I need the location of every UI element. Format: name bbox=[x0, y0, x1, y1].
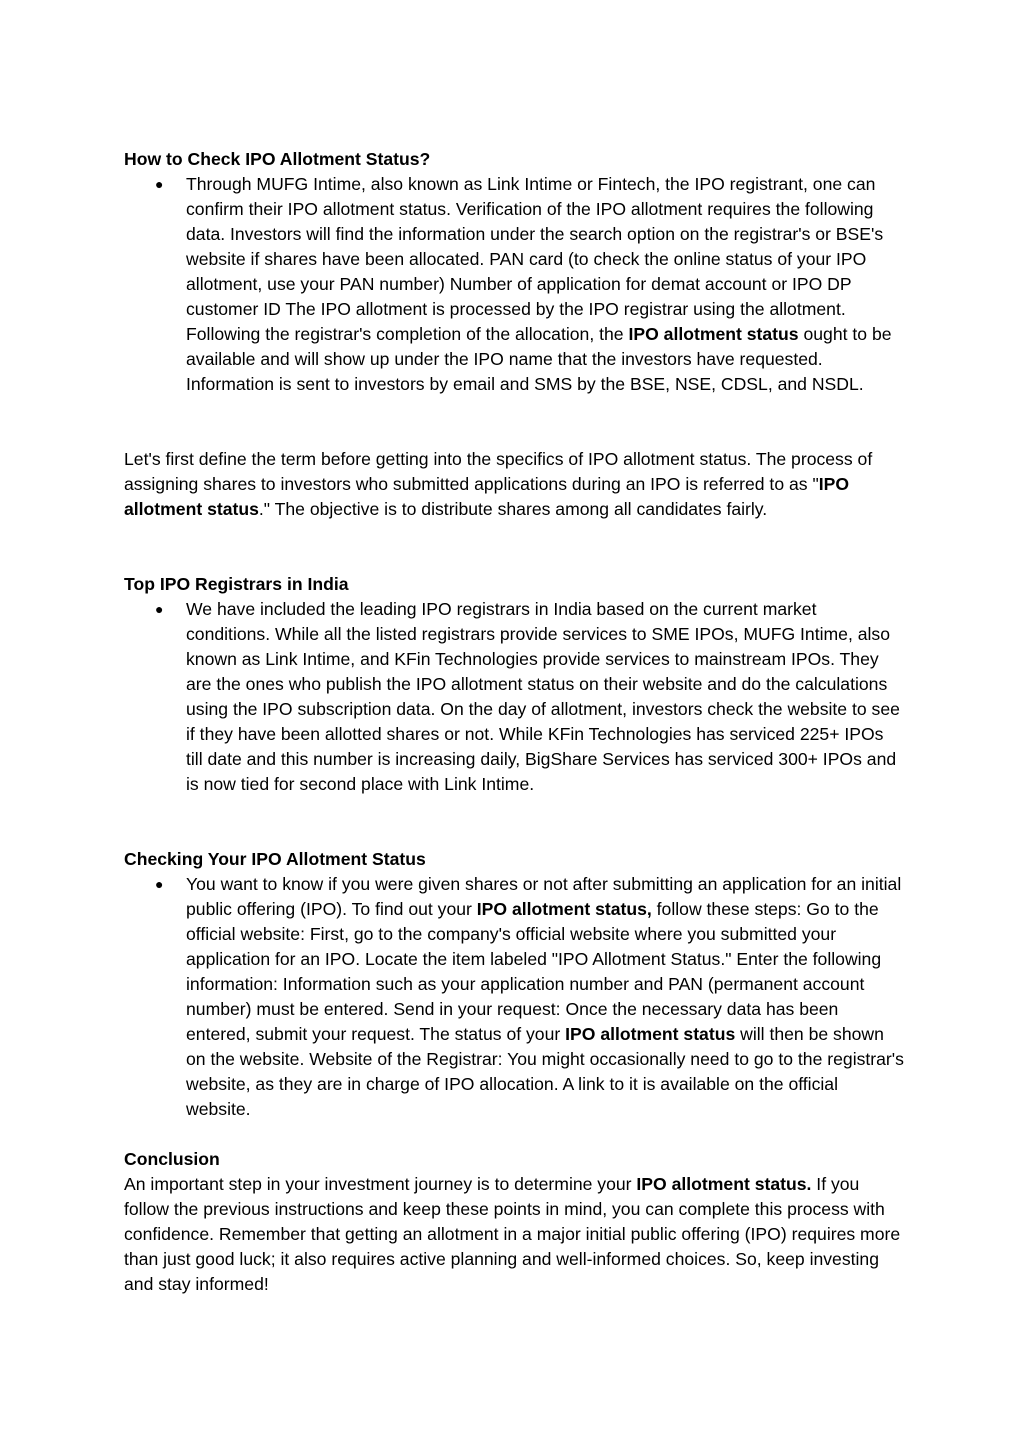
bullet-icon: ● bbox=[155, 601, 164, 617]
list-item bbox=[124, 597, 904, 797]
text-run: You want to know if you were given shares or not after submitting an application for an initial public offering (IPO). To find out your bbox=[186, 874, 902, 919]
bullet-text bbox=[186, 174, 892, 394]
text-run: will then be shown on the website. Website of the Registrar: You might occasionally need to go to the registrar's website, as they are in charge of IPO allocation. A link to it is available on the official website. bbox=[186, 1024, 904, 1119]
bullet-text bbox=[186, 874, 904, 1119]
section-heading: Top IPO Registrars in India bbox=[124, 574, 349, 594]
bullet-list bbox=[124, 172, 904, 397]
bullet-icon: ● bbox=[155, 876, 164, 892]
text-run: follow these steps: Go to the official website: First, go to the company's official website where you submitted your application for an IPO. Locate the item labeled "IPO Allotment Status." Enter the following information: Information such as your application number and PAN (permanent account number) must be entered. Send in your request: Once the necessary data has been entered, submit your request. The status of your bbox=[186, 899, 882, 1044]
text-run: Through MUFG Intime, also known as Link Intime or Fintech, the IPO registrant, one can confirm their IPO allotment status. Verification of the IPO allotment requires the following data. Investors will find the information under the search option on the registrar's or BSE's website if shares have been allocated. PAN card (to check the online status of your IPO allotment, use your PAN number) Number of application for demat account or IPO DP customer ID The IPO allotment is processed by the IPO registrar using the allotment. Following the registrar's completion of the allocation, the bbox=[186, 174, 884, 344]
text-run: ought to be available and will show up under the IPO name that the investors have requested. Information is sent to investors by email and SMS by the BSE, NSE, CDSL, and NSDL. bbox=[186, 324, 892, 394]
list-item bbox=[124, 872, 904, 1122]
paragraph bbox=[124, 447, 904, 522]
bullet-list bbox=[124, 597, 904, 797]
section-conclusion bbox=[124, 1147, 904, 1297]
definition-paragraph bbox=[124, 447, 904, 522]
section-heading: How to Check IPO Allotment Status? bbox=[124, 149, 431, 169]
text-run: An important step in your investment journey is to determine your bbox=[124, 1174, 637, 1194]
list-item bbox=[124, 172, 904, 397]
text-run: If you follow the previous instructions and keep these points in mind, you can complete this process with confidence. Remember that getting an allotment in a major initial public offering (IPO) requires more than just good luck; it also requires active planning and well-informed choices. So, keep investing and stay informed! bbox=[124, 1174, 901, 1294]
section-how-to-check bbox=[124, 147, 904, 397]
section-heading: Checking Your IPO Allotment Status bbox=[124, 849, 426, 869]
bullet-list bbox=[124, 872, 904, 1122]
bold-text: IPO allotment status bbox=[628, 324, 799, 344]
section-top-registrars bbox=[124, 572, 904, 797]
bold-text: IPO allotment status. bbox=[636, 1174, 812, 1194]
bullet-text: We have included the leading IPO registrars in India based on the current market conditions. While all the listed registrars provide services to SME IPOs, MUFG Intime, also known as Link Intime, and KFin Technologies provide services to mainstream IPOs. They are the ones who publish the IPO allotment status on their website and do the calculations using the IPO subscription data. On the day of allotment, investors check the website to see if they have been allotted shares or not. While KFin Technologies has serviced 225+ IPOs till date and this number is increasing daily, BigShare Services has serviced 300+ IPOs and is now tied for second place with Link Intime. bbox=[186, 599, 900, 794]
bold-text: IPO allotment status bbox=[124, 474, 850, 519]
paragraph bbox=[124, 1172, 904, 1297]
bullet-icon: ● bbox=[155, 176, 164, 192]
section-checking-status bbox=[124, 847, 904, 1122]
bold-text: IPO allotment status bbox=[565, 1024, 736, 1044]
text-run: ." The objective is to distribute shares among all candidates fairly. bbox=[258, 499, 768, 519]
text-run: Let's first define the term before getting into the specifics of IPO allotment status. The process of assigning shares to investors who submitted applications during an IPO is referred to as " bbox=[124, 449, 873, 494]
section-heading: Conclusion bbox=[124, 1149, 220, 1169]
bold-text: IPO allotment status, bbox=[476, 899, 652, 919]
